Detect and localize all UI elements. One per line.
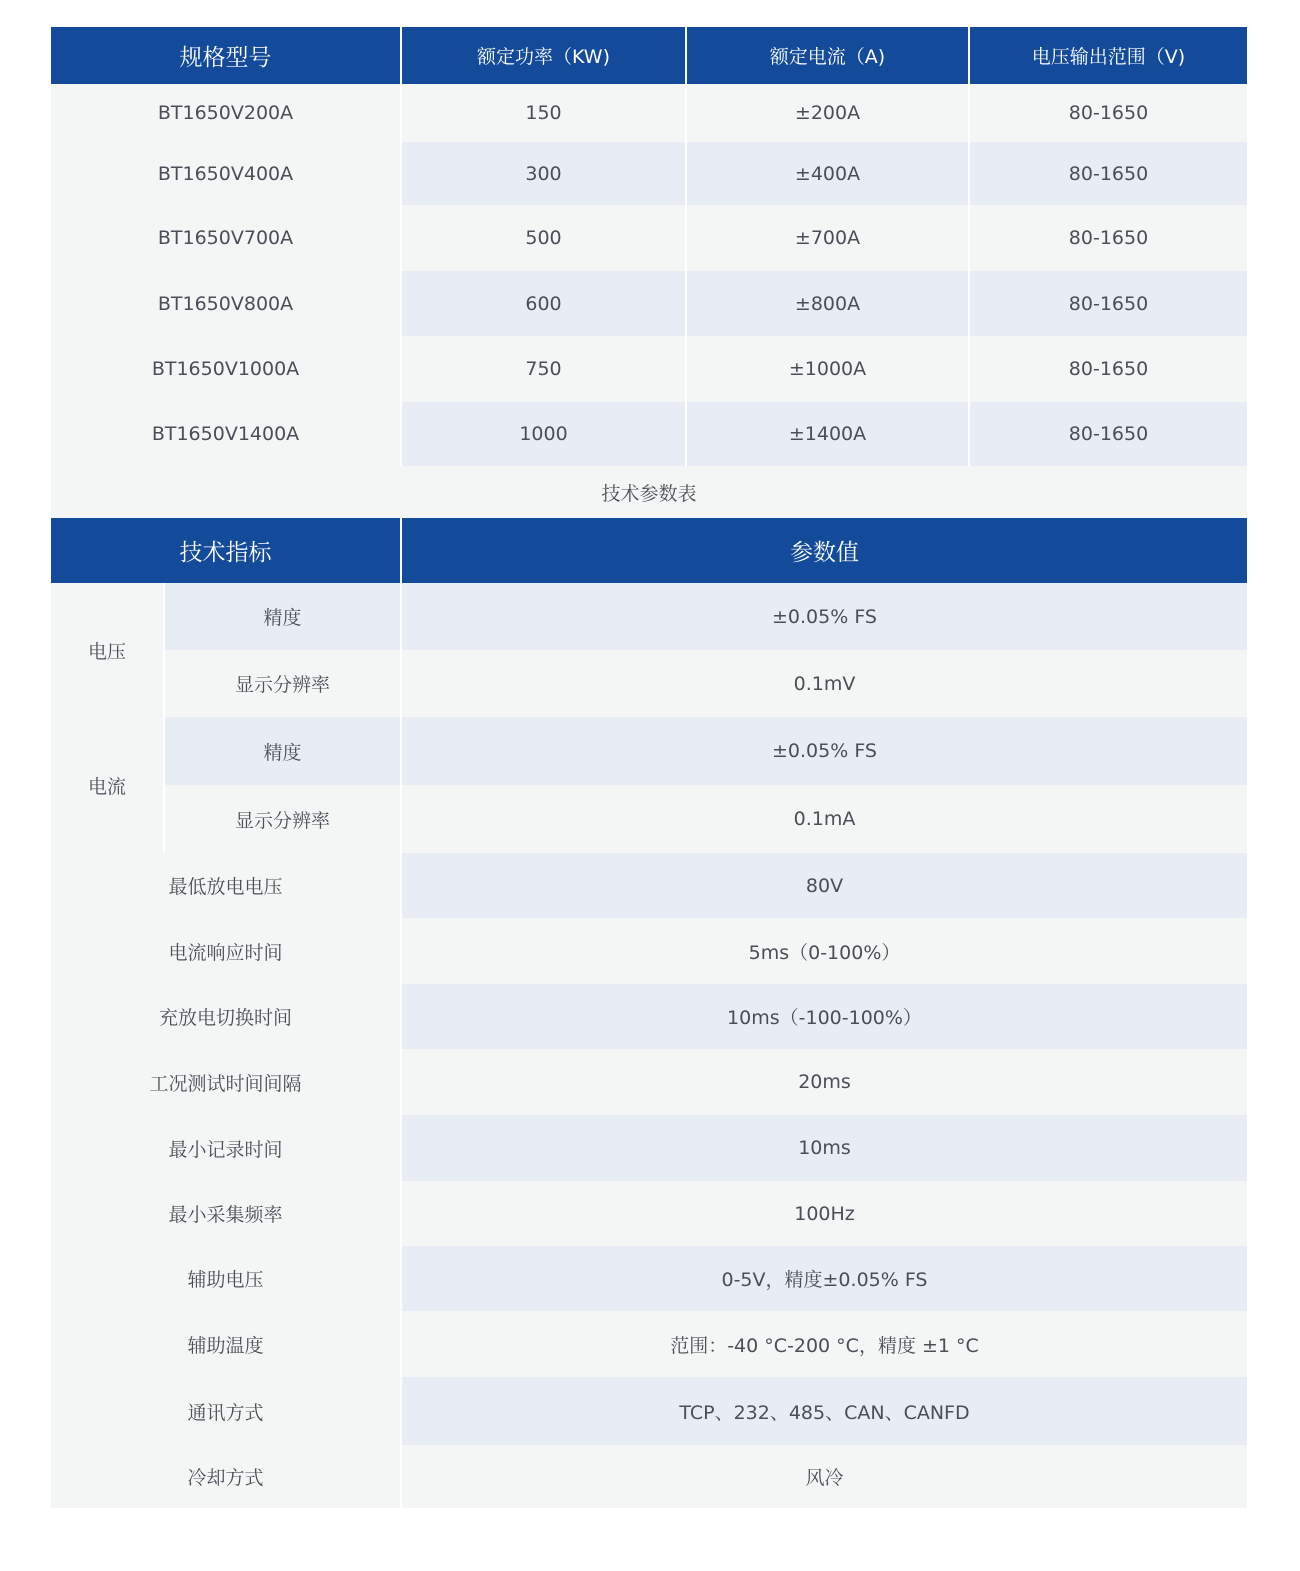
param-key: 精度 xyxy=(165,717,402,785)
param-value: 范围：-40 °C-200 °C，精度 ±1 °C xyxy=(670,1334,979,1357)
table-row xyxy=(51,205,1247,271)
cell-power: 750 xyxy=(402,336,687,402)
param-key: 辅助电压 xyxy=(51,1246,402,1311)
table-row xyxy=(51,271,1247,336)
table-row xyxy=(51,1181,1247,1246)
header-indicator: 技术指标 xyxy=(51,518,402,583)
param-key: 电流响应时间 xyxy=(51,918,402,984)
table-row xyxy=(51,918,1247,984)
table-row xyxy=(51,984,1247,1049)
param-value: 0.1mV xyxy=(793,672,856,695)
param-value: ±0.05% FS xyxy=(772,605,877,628)
cell-voltage-range: 80-1650 xyxy=(970,402,1247,466)
param-group-voltage xyxy=(51,583,1247,717)
cell-model: BT1650V400A xyxy=(51,142,402,205)
table-row xyxy=(51,1311,1247,1377)
param-value: 10ms（-100-100%） xyxy=(402,984,1247,1049)
param-value: 100Hz xyxy=(794,1202,855,1225)
param-value: 风冷 xyxy=(805,1467,844,1489)
cell-current: ±200A xyxy=(687,84,970,142)
table-row xyxy=(51,142,1247,205)
header-value: 参数值 xyxy=(790,540,859,566)
param-key: 最低放电电压 xyxy=(51,853,402,918)
header-current: 额定电流（A) xyxy=(687,27,970,84)
table-row xyxy=(51,853,1247,918)
param-value: 5ms（0-100%） xyxy=(748,941,901,964)
spec-table-header xyxy=(51,27,1247,84)
cell-current: ±800A xyxy=(687,271,970,336)
table-row xyxy=(51,1246,1247,1311)
param-key: 精度 xyxy=(165,583,402,650)
table-row xyxy=(51,1115,1247,1181)
cell-model: BT1650V800A xyxy=(51,271,402,336)
cell-model: BT1650V700A xyxy=(51,205,402,271)
cell-current: ±400A xyxy=(687,142,970,205)
param-value: 0.1mA xyxy=(793,808,856,830)
table-caption: 技术参数表 xyxy=(51,466,1247,518)
param-key: 最小采集频率 xyxy=(51,1181,402,1246)
param-value: 80V xyxy=(402,853,1247,918)
cell-power: 150 xyxy=(402,84,687,142)
cell-model: BT1650V1400A xyxy=(51,402,402,466)
cell-voltage-range: 80-1650 xyxy=(1068,358,1149,380)
param-value: 10ms xyxy=(402,1115,1247,1181)
table-row xyxy=(165,717,1247,785)
cell-current: ±1000A xyxy=(687,336,970,402)
param-table-header xyxy=(51,518,1247,583)
cell-power: 1000 xyxy=(402,402,687,466)
table-row xyxy=(51,84,1247,142)
table-row xyxy=(165,785,1247,853)
param-group-current xyxy=(51,717,1247,853)
table-row xyxy=(51,336,1247,402)
cell-model: BT1650V200A xyxy=(51,84,402,142)
param-value: TCP、232、485、CAN、CANFD xyxy=(402,1377,1247,1445)
param-key: 冷却方式 xyxy=(51,1445,402,1508)
table-row xyxy=(165,583,1247,650)
param-value: 20ms xyxy=(798,1071,851,1093)
param-value: ±0.05% FS xyxy=(772,740,877,762)
header-voltage-range: 电压输出范围（V) xyxy=(1031,46,1186,68)
spec-sheet xyxy=(51,27,1247,1508)
cell-voltage-range: 80-1650 xyxy=(970,142,1247,205)
param-key: 最小记录时间 xyxy=(51,1115,402,1181)
table-row xyxy=(51,1445,1247,1508)
cell-power: 500 xyxy=(402,205,687,271)
table-row xyxy=(51,402,1247,466)
cell-model: BT1650V1000A xyxy=(51,336,402,402)
cell-current: ±700A xyxy=(687,205,970,271)
param-key: 显示分辨率 xyxy=(165,785,402,853)
cell-voltage-range: 80-1650 xyxy=(1068,102,1149,124)
param-key: 充放电切换时间 xyxy=(51,984,402,1049)
cell-power: 300 xyxy=(402,142,687,205)
param-key: 工况测试时间间隔 xyxy=(51,1049,402,1115)
header-power: 额定功率（KW) xyxy=(402,27,687,84)
cell-power: 600 xyxy=(402,271,687,336)
param-value: 0-5V，精度±0.05% FS xyxy=(402,1246,1247,1311)
group-label: 电压 xyxy=(51,583,165,717)
table-row xyxy=(51,1049,1247,1115)
cell-current: ±1400A xyxy=(687,402,970,466)
cell-voltage-range: 80-1650 xyxy=(970,271,1247,336)
group-label: 电流 xyxy=(51,717,165,853)
param-key: 辅助温度 xyxy=(51,1311,402,1377)
header-model: 规格型号 xyxy=(51,27,402,84)
param-key: 显示分辨率 xyxy=(165,650,402,717)
table-row xyxy=(51,1377,1247,1445)
table-row xyxy=(165,650,1247,717)
cell-voltage-range: 80-1650 xyxy=(1068,227,1149,249)
param-key: 通讯方式 xyxy=(51,1377,402,1445)
